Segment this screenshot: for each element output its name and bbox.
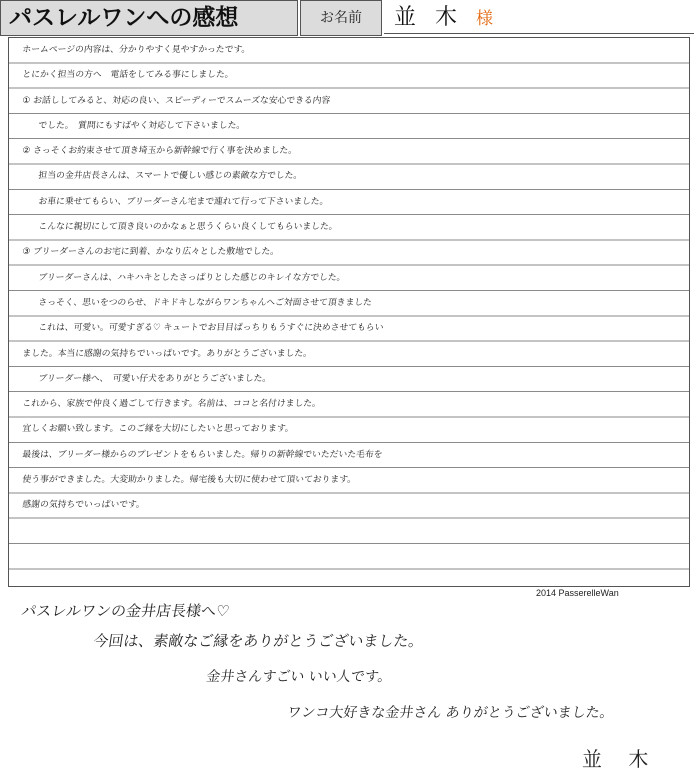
form-header	[0, 0, 700, 38]
name-field	[384, 4, 694, 34]
comment-line: ① お話ししてみると、対応の良い、スピーディーでスムーズな安心できる内容	[21, 95, 331, 106]
comment-line: ③ ブリーダーさんのお宅に到着、かなり広々とした敷地でした。	[21, 247, 280, 258]
comment-line: でした。 質問にもすばやく対応して下さいました。	[37, 120, 246, 131]
comment-line: これから、家族で仲良く過ごして行きます。名前は、ココと名付けました。	[21, 399, 322, 410]
brand-footer: 2014 PasserelleWan	[536, 588, 619, 598]
comment-line: 担当の金井店長さんは、スマートで優しい感じの素敵な方でした。	[37, 171, 303, 182]
comment-line: ブリーダー様へ、 可愛い仔犬をありがとうございました。	[37, 373, 272, 384]
comment-line: 宜しくお願い致します。このご縁を大切にしたいと思っております。	[21, 424, 295, 435]
comment-form	[8, 37, 690, 587]
comment-line: さっそく、思いをつのらせ、ドキドキしながらワンちゃんへご対面させて頂きました	[37, 297, 373, 308]
note-line: 今回は、素敵なご縁をありがとうございました。	[92, 632, 425, 650]
comment-line: 最後は、ブリーダー様からのプレゼントをもらいました。帰りの新幹線でいただいた毛布を	[21, 449, 383, 460]
customer-name: 並 木	[394, 5, 463, 30]
comment-line: ホームページの内容は、分かりやすく見やすかったです。	[21, 45, 251, 55]
comment-line: ブリーダーさんは、ハキハキとしたさっぱりとした感じのキレイな方でした。	[37, 272, 346, 283]
comment-line: ② さっそくお約束させて頂き埼玉から新幹線で行く事を決めました。	[21, 146, 298, 157]
honorific-label: 様	[476, 9, 493, 29]
name-label: お名前	[300, 0, 382, 36]
note-line: 金井さんすごい いい人です。	[205, 669, 393, 685]
note-greeting: パスレルワンの金井店長様へ♡	[20, 602, 231, 620]
comment-line: 使う事ができました。大変助かりました。帰宅後も大切に使わせて頂いております。	[21, 475, 357, 486]
note-signature: 並 木	[582, 747, 659, 771]
comment-line: こんなに親切にして頂き良いのかなぁと思うくらい良くしてもらいました。	[37, 222, 339, 233]
comment-line: これは、可愛い。可愛すぎる♡ キュートでお目目ぱっちりもうすぐに決めさせてもらい	[37, 323, 384, 334]
handwritten-comment	[9, 38, 689, 519]
comment-line: お車に乗せてもらい、ブリーダーさん宅まで連れて行って下さいました。	[37, 196, 329, 207]
comment-line: ました。本当に感謝の気持ちでいっぱいです。ありがとうございました。	[21, 348, 313, 359]
comment-line: とにかく担当の方へ 電話をしてみる事にしました。	[21, 70, 235, 81]
form-title: パスレルワンへの感想	[0, 0, 298, 36]
comment-line: 感謝の気持ちでいっぱいです。	[21, 500, 146, 511]
note-line: ワンコ大好きな金井さん ありがとうございました。	[286, 705, 615, 721]
